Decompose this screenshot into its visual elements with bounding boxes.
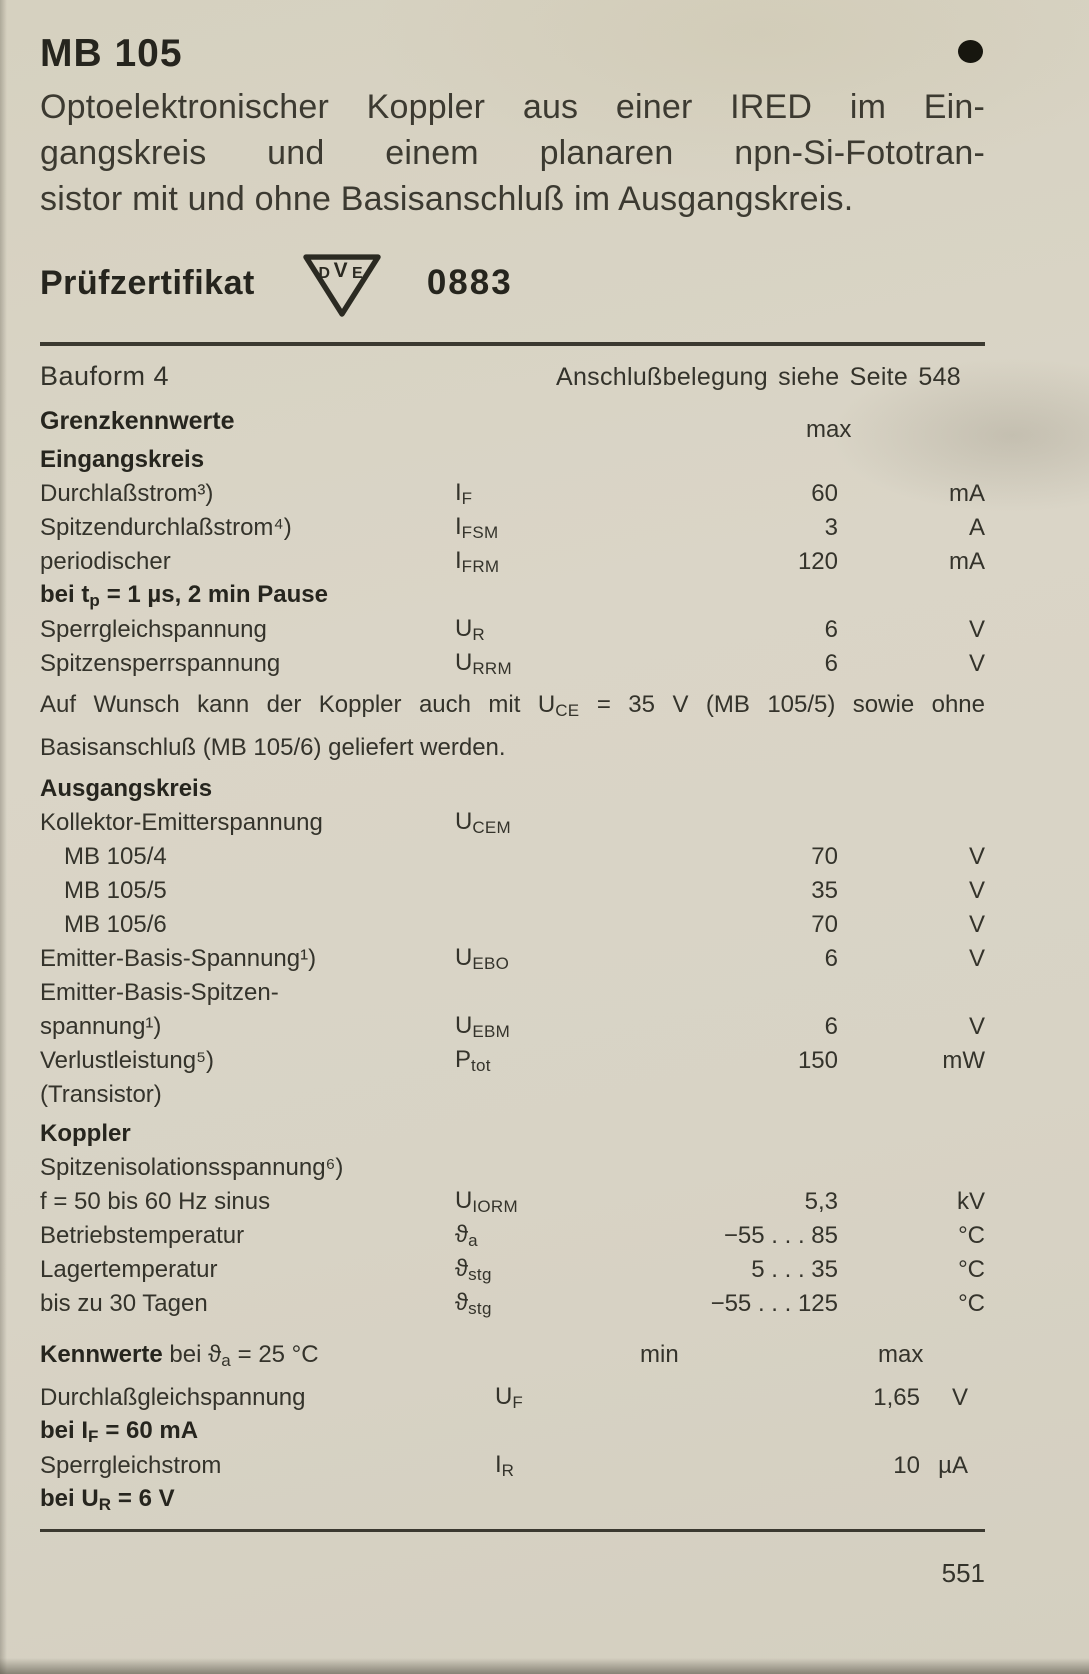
note-post: = 35 V (MB 105/5) sowie ohne xyxy=(579,691,986,718)
symbol-subscript: FRM xyxy=(461,557,500,576)
param-value: 6 xyxy=(824,616,838,643)
symbol-main: ϑ xyxy=(455,1289,469,1316)
note-subscript: p xyxy=(89,591,101,610)
limits-heading: Grenzkennwerte xyxy=(40,407,235,435)
column-header-max: max xyxy=(878,1341,924,1368)
variant-label: MB 105/4 xyxy=(64,843,167,870)
option-note xyxy=(40,686,985,766)
param-value: 6 xyxy=(824,650,838,677)
table-row xyxy=(40,942,985,976)
kennwerte-heading-row xyxy=(40,1337,985,1381)
param-label: Emitter-Basis-Spitzen- xyxy=(40,979,279,1006)
variant-row xyxy=(40,840,985,874)
page-number: 551 xyxy=(941,1558,985,1588)
param-symbol xyxy=(455,615,605,645)
symbol-main: I xyxy=(455,479,462,506)
note-subscript: CE xyxy=(555,701,580,720)
bauform-label: Bauform 4 xyxy=(40,361,170,391)
label-continuation-row xyxy=(40,1151,985,1185)
param-unit: V xyxy=(968,843,985,870)
table-row xyxy=(40,1219,985,1253)
param-unit: V xyxy=(951,1384,968,1411)
param-unit: °C xyxy=(958,1256,985,1283)
symbol-subscript: F xyxy=(461,489,473,508)
param-label: Kollektor-Emitterspannung xyxy=(40,809,323,836)
table-row xyxy=(40,806,985,840)
symbol-main: U xyxy=(495,1383,513,1410)
section-heading: Ausgangskreis xyxy=(40,775,213,802)
pulse-condition-note xyxy=(40,581,455,611)
vde-letter-d: D xyxy=(318,264,330,282)
symbol-subscript: R xyxy=(472,625,485,644)
param-label: Verlustleistung⁵) xyxy=(40,1047,215,1074)
symbol-subscript: IORM xyxy=(472,1197,518,1216)
description-line: gangskreis und einem planaren npn-Si-Fototran- xyxy=(40,134,985,172)
note-pre: bei U xyxy=(40,1485,99,1512)
param-symbol xyxy=(455,649,605,679)
symbol-main: U xyxy=(455,808,473,835)
symbol-subscript: tot xyxy=(471,1056,491,1075)
description-line: sistor mit und ohne Basisanschluß im Ausgangskreis. xyxy=(40,180,854,218)
symbol-main: ϑ xyxy=(455,1221,469,1248)
note-row xyxy=(40,1483,985,1517)
symbol-subscript: a xyxy=(468,1231,478,1250)
param-symbol xyxy=(455,1255,605,1285)
option-note-line xyxy=(40,686,985,729)
param-symbol xyxy=(455,808,605,838)
param-label: Emitter-Basis-Spannung¹) xyxy=(40,945,317,972)
option-note-line: Basisanschluß (MB 105/6) geliefert werden. xyxy=(40,734,506,761)
table-row xyxy=(40,545,985,579)
symbol-main: U xyxy=(455,615,473,642)
param-symbol xyxy=(495,1451,645,1481)
note-post: = 1 µs, 2 min Pause xyxy=(100,581,328,608)
section-row xyxy=(40,1117,985,1151)
column-header-max: max xyxy=(806,416,852,443)
symbol-subscript: stg xyxy=(468,1265,492,1284)
param-symbol xyxy=(455,944,605,974)
kennwerte-heading-subscript: a xyxy=(221,1351,231,1370)
note-pre: bei t xyxy=(40,581,90,608)
table-row xyxy=(40,1253,985,1287)
param-value: 150 xyxy=(797,1047,838,1074)
param-unit: mA xyxy=(949,480,985,507)
param-label: Durchlaßgleichspannung xyxy=(40,1384,306,1411)
divider-rule-top xyxy=(40,342,985,346)
table-row xyxy=(40,647,985,681)
kennwerte-heading-post: = 25 °C xyxy=(230,1341,319,1368)
info-row xyxy=(40,361,985,395)
param-symbol xyxy=(455,1221,605,1251)
note-pre: bei I xyxy=(40,1417,89,1444)
param-unit: V xyxy=(968,1013,985,1040)
param-unit: °C xyxy=(958,1222,985,1249)
note-subscript: R xyxy=(98,1495,112,1514)
table-row xyxy=(40,1010,985,1044)
kennwerte-heading-symbol: ϑ xyxy=(208,1341,222,1368)
variant-label: MB 105/5 xyxy=(64,877,167,904)
param-label: Lagertemperatur xyxy=(40,1256,218,1283)
description-line: Optoelektronischer Koppler aus einer IRED im Ein- xyxy=(40,88,985,126)
param-label: spannung¹) xyxy=(40,1013,162,1040)
limits-heading-row xyxy=(40,407,985,443)
param-unit: V xyxy=(968,945,985,972)
condition-note xyxy=(40,1485,495,1515)
param-unit: V xyxy=(968,650,985,677)
param-value: 70 xyxy=(811,911,838,938)
vde-letter-v: V xyxy=(333,259,348,283)
kennwerte-heading-mid: bei xyxy=(162,1341,209,1368)
param-label: periodischer xyxy=(40,548,171,575)
param-unit: mA xyxy=(949,548,985,575)
part-description xyxy=(40,84,985,222)
param-unit: V xyxy=(968,877,985,904)
param-label: Durchlaßstrom³) xyxy=(40,480,214,507)
symbol-main: U xyxy=(455,944,473,971)
section-heading: Eingangskreis xyxy=(40,446,205,473)
param-value: 35 xyxy=(811,877,838,904)
note-row xyxy=(40,1415,985,1449)
param-label: f = 50 bis 60 Hz sinus xyxy=(40,1188,271,1215)
pinout-reference: Anschlußbelegung siehe Seite 548 xyxy=(556,363,961,391)
param-unit: A xyxy=(968,514,985,541)
symbol-main: I xyxy=(455,547,462,574)
table-row xyxy=(40,613,985,647)
title-row xyxy=(40,0,985,82)
param-unit: mW xyxy=(942,1047,985,1074)
param-label: (Transistor) xyxy=(40,1081,162,1108)
param-value: 10 xyxy=(893,1452,920,1479)
param-value: 60 xyxy=(811,480,838,507)
note-subscript: F xyxy=(88,1427,99,1446)
vde-logo-icon xyxy=(299,247,385,319)
param-value: −55 . . . 85 xyxy=(723,1222,838,1249)
param-value: 70 xyxy=(811,843,838,870)
param-label: Spitzendurchlaßstrom⁴) xyxy=(40,514,292,541)
column-header-min: min xyxy=(640,1341,679,1368)
table-row xyxy=(40,477,985,511)
symbol-main: U xyxy=(455,1012,473,1039)
symbol-main: ϑ xyxy=(455,1255,469,1282)
param-symbol xyxy=(495,1383,645,1413)
condition-note xyxy=(40,1417,495,1447)
param-unit: V xyxy=(968,616,985,643)
vde-letter-e: E xyxy=(351,264,363,282)
param-label: Sperrgleichstrom xyxy=(40,1452,222,1479)
param-value: 120 xyxy=(797,548,838,575)
certificate-row xyxy=(40,244,985,322)
note-post: = 6 V xyxy=(111,1485,175,1512)
section-heading: Koppler xyxy=(40,1120,131,1147)
label-continuation-row xyxy=(40,976,985,1010)
symbol-main: I xyxy=(455,513,462,540)
param-symbol xyxy=(455,1046,605,1076)
param-value: 6 xyxy=(824,1013,838,1040)
scan-edge-shadow-bottom xyxy=(0,1658,1089,1674)
symbol-subscript: F xyxy=(512,1393,524,1412)
param-label: Betriebstemperatur xyxy=(40,1222,245,1249)
param-label: Sperrgleichspannung xyxy=(40,616,267,643)
param-symbol xyxy=(455,547,605,577)
part-number: MB 105 xyxy=(40,32,183,75)
param-unit: °C xyxy=(958,1290,985,1317)
symbol-subscript: FSM xyxy=(461,523,499,542)
symbol-subscript: EBO xyxy=(472,954,510,973)
table-row xyxy=(40,1044,985,1078)
variant-label: MB 105/6 xyxy=(64,911,167,938)
section-row xyxy=(40,443,985,477)
note-pre: Auf Wunsch kann der Koppler auch mit U xyxy=(40,691,556,718)
param-value: 5,3 xyxy=(804,1188,838,1215)
variant-row xyxy=(40,908,985,942)
variant-row xyxy=(40,874,985,908)
symbol-main: P xyxy=(455,1046,472,1073)
param-value: 3 xyxy=(824,514,838,541)
param-value: −55 . . . 125 xyxy=(710,1290,838,1317)
label-continuation-row xyxy=(40,1078,985,1112)
symbol-main: I xyxy=(495,1451,502,1478)
symbol-subscript: R xyxy=(501,1461,515,1480)
symbol-subscript: CEM xyxy=(472,818,512,837)
note-post: = 60 mA xyxy=(98,1417,199,1444)
table-row xyxy=(40,1381,985,1415)
param-value: 1,65 xyxy=(873,1384,920,1411)
divider-rule-bottom xyxy=(40,1529,985,1532)
param-label: bis zu 30 Tagen xyxy=(40,1290,208,1317)
section-row xyxy=(40,772,985,806)
param-value: 5 . . . 35 xyxy=(751,1256,838,1283)
param-symbol xyxy=(455,513,605,543)
table-row xyxy=(40,1287,985,1321)
param-unit: V xyxy=(968,911,985,938)
symbol-main: U xyxy=(455,649,473,676)
corner-dot xyxy=(958,40,983,63)
param-label: Spitzensperrspannung xyxy=(40,650,281,677)
certificate-number: 0883 xyxy=(426,263,513,302)
table-row xyxy=(40,1449,985,1483)
param-symbol xyxy=(455,1012,605,1042)
certificate-label: Prüfzertifikat xyxy=(40,263,255,302)
param-value: 6 xyxy=(824,945,838,972)
scan-edge-shadow-left xyxy=(0,0,7,1674)
symbol-subscript: EBM xyxy=(472,1022,511,1041)
symbol-subscript: stg xyxy=(468,1299,492,1318)
param-unit: kV xyxy=(956,1188,985,1215)
param-symbol xyxy=(455,1289,605,1319)
param-label: Spitzenisolationsspannung⁶) xyxy=(40,1154,344,1181)
table-row xyxy=(40,1185,985,1219)
param-symbol xyxy=(455,479,605,509)
kennwerte-heading-bold: Kennwerte xyxy=(40,1341,163,1368)
note-row xyxy=(40,579,985,613)
symbol-main: U xyxy=(455,1187,473,1214)
table-row xyxy=(40,511,985,545)
kennwerte-heading xyxy=(40,1341,319,1371)
param-unit: µA xyxy=(938,1452,968,1479)
page-content xyxy=(40,0,985,1589)
param-symbol xyxy=(455,1187,605,1217)
symbol-subscript: RRM xyxy=(472,659,512,678)
